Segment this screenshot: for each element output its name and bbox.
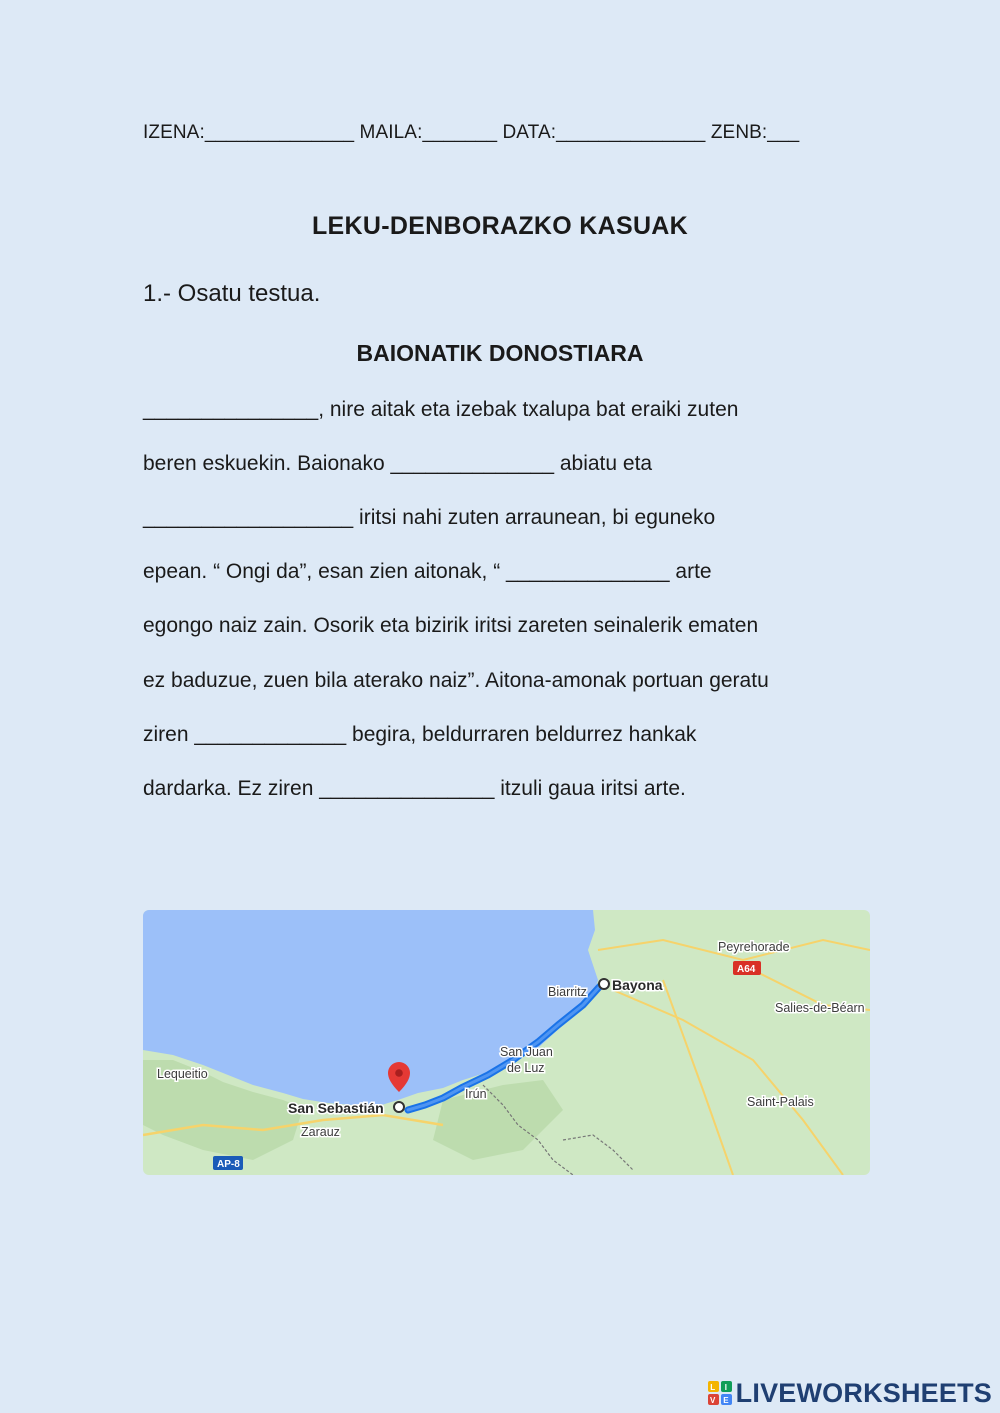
label-zarauz: Zarauz bbox=[301, 1125, 340, 1139]
start-marker-icon bbox=[599, 979, 609, 989]
label-de-luz: de Luz bbox=[507, 1061, 545, 1075]
svg-text:E: E bbox=[722, 1396, 729, 1405]
svg-text:L: L bbox=[709, 1383, 715, 1392]
svg-text:I: I bbox=[724, 1383, 727, 1392]
label-saint-palais: Saint-Palais bbox=[747, 1095, 814, 1109]
liveworksheets-brand bbox=[708, 1379, 992, 1407]
text-line-6: ez baduzue, zuen bila aterako naiz”. Aitona-amonak portuan geratu bbox=[143, 669, 769, 692]
exercise-instruction: 1.- Osatu testua. bbox=[143, 280, 321, 307]
label-peyrehorade: Peyrehorade bbox=[718, 940, 790, 954]
text-subtitle: BAIONATIK DONOSTIARA bbox=[356, 340, 644, 366]
route-map bbox=[143, 910, 870, 1175]
road-badge-a64-text: A64 bbox=[737, 964, 756, 975]
label-biarritz: Biarritz bbox=[548, 985, 587, 999]
student-info-line: IZENA:______________ MAILA:_______ DATA:______________ ZENB:___ bbox=[143, 122, 800, 143]
liveworksheets-logo-icon bbox=[708, 1381, 732, 1405]
text-line-1: _______________, nire aitak eta izebak txalupa bat eraiki zuten bbox=[143, 398, 739, 421]
text-line-4: epean. “ Ongi da”, esan zien aitonak, “ ______________ arte bbox=[143, 560, 712, 583]
map-pin-dot bbox=[395, 1069, 403, 1077]
end-marker-icon bbox=[394, 1102, 404, 1112]
svg-text:V: V bbox=[709, 1396, 716, 1405]
label-san-juan: San Juan bbox=[500, 1045, 553, 1059]
text-line-8: dardarka. Ez ziren _______________ itzuli gaua iritsi arte. bbox=[143, 777, 686, 800]
label-san-sebastian: San Sebastián bbox=[288, 1100, 384, 1116]
text-line-3: __________________ iritsi nahi zuten arraunean, bi eguneko bbox=[143, 506, 716, 529]
label-salies: Salies-de-Béarn bbox=[775, 1001, 865, 1015]
label-lequeitio: Lequeitio bbox=[157, 1067, 208, 1081]
text-line-5: egongo naiz zain. Osorik eta bizirik iritsi zareten seinalerik ematen bbox=[143, 614, 759, 637]
page-title: LEKU-DENBORAZKO KASUAK bbox=[311, 212, 689, 240]
label-bayona: Bayona bbox=[612, 977, 663, 993]
route-map-image bbox=[143, 910, 870, 1175]
liveworksheets-text: LIVEWORKSHEETS bbox=[735, 1377, 992, 1408]
label-irun: Irún bbox=[465, 1087, 487, 1101]
road-badge-ap8-text: AP-8 bbox=[217, 1159, 240, 1170]
text-line-2: beren eskuekin. Baionako ______________ abiatu eta bbox=[143, 452, 653, 475]
text-line-7: ziren _____________ begira, beldurraren beldurrez hankak bbox=[143, 723, 697, 746]
